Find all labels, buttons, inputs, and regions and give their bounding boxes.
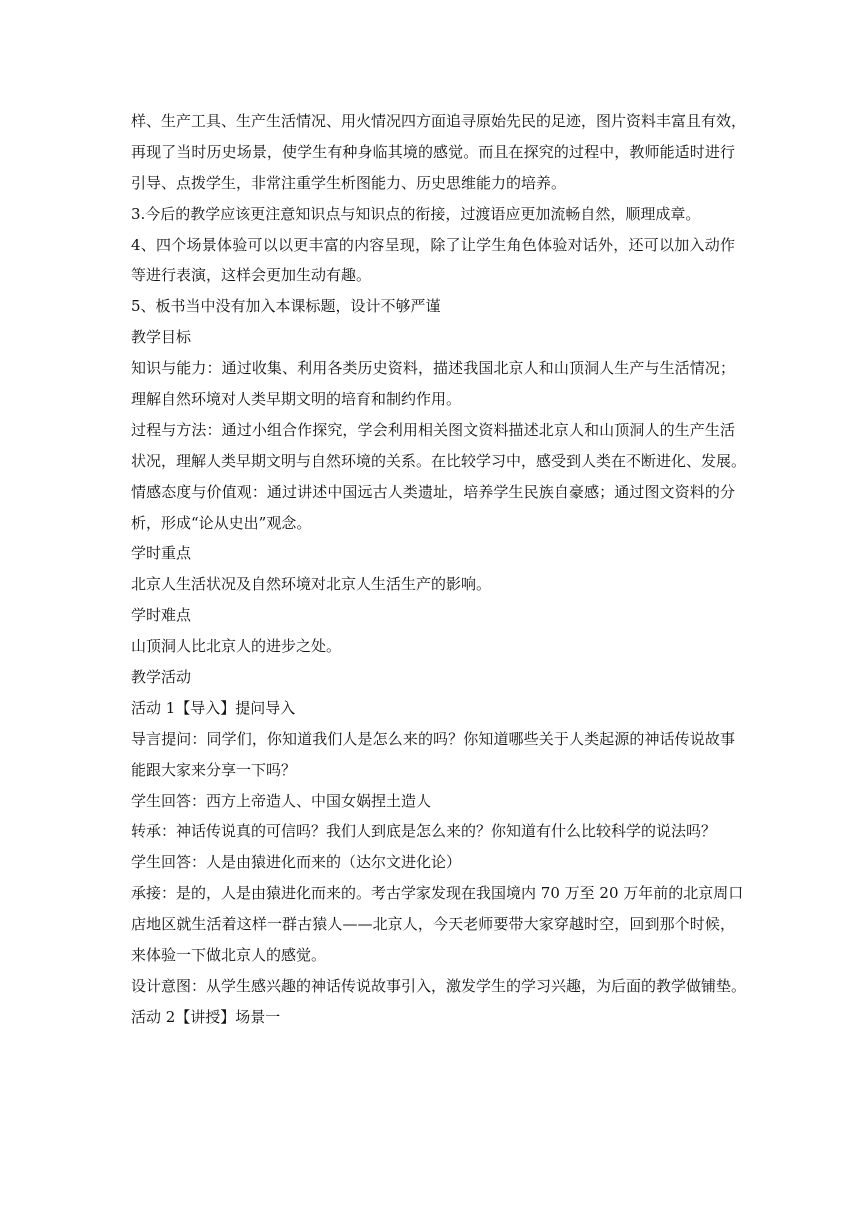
text-line: 学时重点 xyxy=(131,544,192,563)
text-line: 山顶洞人比北京人的进步之处。 xyxy=(131,637,342,656)
text-line: 北京人生活状况及自然环境对北京人生活生产的影响。 xyxy=(131,575,492,594)
text-line: 活动 2【讲授】场景一 xyxy=(131,1007,281,1026)
text-line: 教学目标 xyxy=(131,328,192,347)
text-line: 教学活动 xyxy=(131,668,192,687)
text-line: 再现了当时历史场景，使学生有种身临其境的感觉。而且在探究的过程中，教师能适时进行 xyxy=(131,142,735,161)
text-line: 引导、点拨学生，非常注重学生析图能力、历史思维能力的培养。 xyxy=(131,173,567,192)
text-line: 析，形成“论从史出”观念。 xyxy=(131,513,312,532)
text-line: 理解自然环境对人类早期文明的培育和制约作用。 xyxy=(131,390,462,409)
text-line: 承接：是的，人是由猿进化而来的。考古学家发现在我国境内 70 万至 20 万年前的北京周口 xyxy=(131,884,744,903)
text-line: 导言提问：同学们，你知道我们人是怎么来的吗？你知道哪些关于人类起源的神话传说故事 xyxy=(131,729,735,748)
text-line: 能跟大家来分享一下吗？ xyxy=(131,760,297,779)
document-body xyxy=(131,106,747,1033)
text-line: 状况，理解人类早期文明与自然环境的关系。在比较学习中，感受到人类在不断进化、发展。 xyxy=(131,451,747,470)
text-line: 转承：神话传说真的可信吗？我们人到底是怎么来的？你知道有什么比较科学的说法吗？ xyxy=(131,822,717,841)
text-line: 店地区就生活着这样一群古猿人——北京人，今天老师要带大家穿越时空，回到那个时候， xyxy=(131,915,735,934)
text-line: 来体验一下做北京人的感觉。 xyxy=(131,946,327,965)
text-line: 学生回答：人是由猿进化而来的（达尔文进化论） xyxy=(131,853,462,872)
text-line: 4、四个场景体验可以以更丰富的内容呈现，除了让学生角色体验对话外，还可以加入动作 xyxy=(131,235,735,254)
text-line: 情感态度与价值观：通过讲述中国远古人类遗址，培养学生民族自豪感；通过图文资料的分 xyxy=(131,482,735,501)
text-line: 3.今后的教学应该更注意知识点与知识点的衔接，过渡语应更加流畅自然，顺理成章。 xyxy=(131,204,701,223)
text-line: 学时难点 xyxy=(131,606,192,625)
text-line: 等进行表演，这样会更加生动有趣。 xyxy=(131,266,372,285)
text-line: 知识与能力：通过收集、利用各类历史资料，描述我国北京人和山顶洞人生产与生活情况； xyxy=(131,359,735,378)
text-line: 设计意图：从学生感兴趣的神话传说故事引入，激发学生的学习兴趣，为后面的教学做铺垫。 xyxy=(131,976,747,995)
text-line: 过程与方法：通过小组合作探究，学会利用相关图文资料描述北京人和山顶洞人的生产生活 xyxy=(131,420,735,439)
text-line: 样、生产工具、生产生活情况、用火情况四方面追寻原始先民的足迹，图片资料丰富且有效， xyxy=(131,112,747,130)
text-line: 学生回答：西方上帝造人、中国女娲捏土造人 xyxy=(131,791,432,810)
text-line: 活动 1【导入】提问导入 xyxy=(131,698,296,717)
text-line: 5、板书当中没有加入本课标题，设计不够严谨 xyxy=(131,297,441,316)
